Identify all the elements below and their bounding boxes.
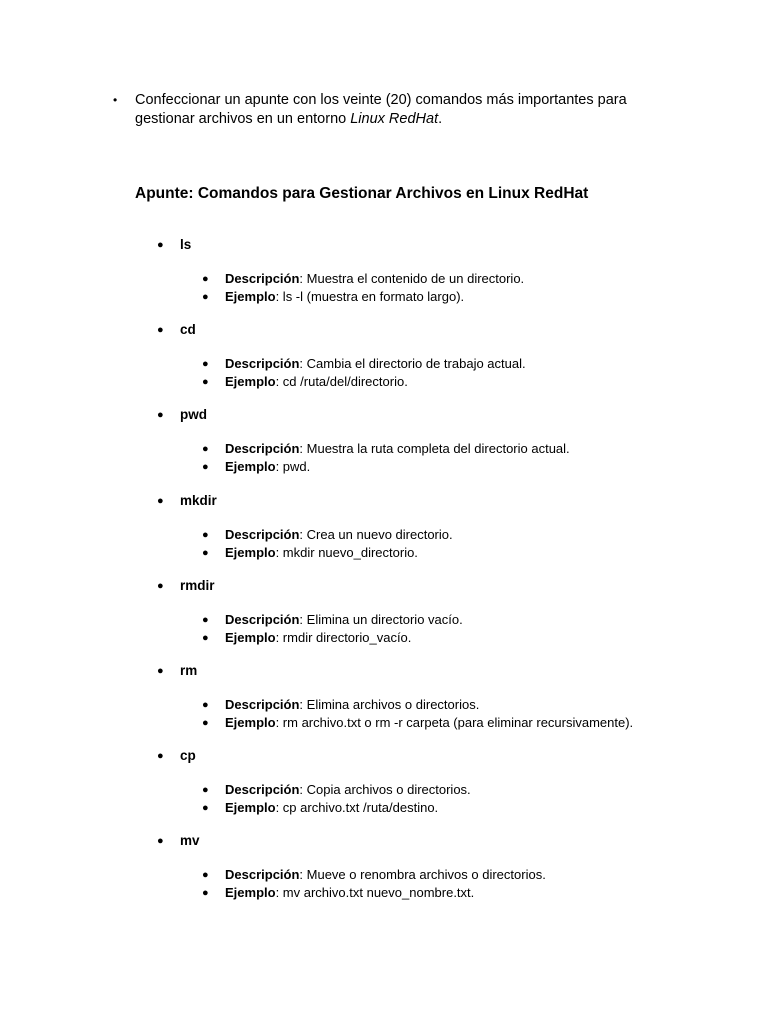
example-text: : mkdir nuevo_directorio. <box>275 544 418 560</box>
command-heading <box>157 576 717 596</box>
command-name: ls <box>180 237 192 252</box>
bullet-icon: ● <box>202 273 209 285</box>
command-heading <box>157 405 717 425</box>
example-label: Ejemplo <box>225 885 276 901</box>
description-line <box>157 781 717 799</box>
bullet-icon: ● <box>202 717 209 729</box>
example-text: : rmdir directorio_vacío. <box>275 629 412 645</box>
example-text: : ls -l (muestra en formato largo). <box>275 289 465 304</box>
command-heading <box>157 831 717 851</box>
example-line <box>157 458 717 476</box>
bullet-icon: ● <box>202 461 209 474</box>
description-text: : Elimina archivos o directorios. <box>299 697 480 712</box>
example-text: : rm archivo.txt o rm -r carpeta (para eliminar recursivamente). <box>275 715 634 730</box>
command-name: pwd <box>180 407 207 423</box>
bullet-icon: ● <box>157 750 164 763</box>
description-label: Descripción <box>225 782 300 798</box>
description-text: : Cambia el directorio de trabajo actual. <box>299 356 526 372</box>
command-heading <box>157 320 717 340</box>
description-line <box>157 440 717 458</box>
example-line <box>157 629 717 647</box>
description-line <box>157 866 717 884</box>
example-line <box>157 884 717 902</box>
command-name: cd <box>180 322 196 338</box>
example-text: : cp archivo.txt /ruta/destino. <box>275 800 439 816</box>
description-line <box>157 611 717 629</box>
example-label: Ejemplo <box>225 544 276 560</box>
description-text: : Crea un nuevo directorio. <box>299 526 453 542</box>
example-line <box>157 373 717 391</box>
command-item <box>157 491 717 562</box>
intro-text-italic: Linux RedHat <box>350 111 439 127</box>
example-label: Ejemplo <box>225 800 276 816</box>
example-label: Ejemplo <box>225 629 276 645</box>
description-text: : Copia archivos o directorios. <box>299 782 471 798</box>
example-line <box>157 799 717 817</box>
bullet-icon: ● <box>157 494 164 507</box>
bullet-icon: ● <box>202 376 209 389</box>
description-label: Descripción <box>225 441 300 457</box>
description-line <box>157 526 717 544</box>
description-label: Descripción <box>225 611 300 627</box>
description-label: Descripción <box>225 867 300 883</box>
example-label: Ejemplo <box>225 374 276 390</box>
description-line <box>157 270 717 288</box>
description-text: : Muestra el contenido de un directorio. <box>299 271 525 286</box>
description-text: : Muestra la ruta completa del directorio actual. <box>299 441 570 457</box>
example-label: Ejemplo <box>225 289 276 304</box>
command-name: mkdir <box>180 492 217 508</box>
command-item <box>157 320 717 391</box>
command-item <box>157 576 717 647</box>
bullet-icon: ● <box>202 631 209 644</box>
bullet-icon: ● <box>157 239 164 251</box>
bullet-icon: ● <box>202 613 209 626</box>
intro-text <box>135 91 673 129</box>
command-heading <box>157 661 717 681</box>
bullet-icon: ● <box>202 546 209 559</box>
example-text: : mv archivo.txt nuevo_nombre.txt. <box>275 885 475 901</box>
description-label: Descripción <box>225 697 300 712</box>
command-name: mv <box>180 833 200 849</box>
command-item <box>157 235 717 306</box>
bullet-icon: ● <box>157 835 164 848</box>
bullet-icon: ● <box>202 802 209 815</box>
command-name: rm <box>180 663 198 678</box>
description-line <box>157 355 717 373</box>
command-item <box>157 405 717 476</box>
description-label: Descripción <box>225 271 300 286</box>
command-heading <box>157 491 717 511</box>
bullet-icon: ● <box>157 665 164 677</box>
bullet-icon: ● <box>202 784 209 797</box>
command-name: cp <box>180 748 196 764</box>
description-text: : Elimina un directorio vacío. <box>299 611 463 627</box>
example-line <box>157 714 717 732</box>
description-text: : Mueve o renombra archivos o directorios. <box>299 867 546 883</box>
example-line <box>157 544 717 562</box>
example-text: : cd /ruta/del/directorio. <box>275 374 408 390</box>
command-item <box>157 661 717 732</box>
bullet-icon: ● <box>202 869 209 882</box>
bullet-icon: ● <box>202 443 209 456</box>
example-label: Ejemplo <box>225 715 276 730</box>
example-label: Ejemplo <box>225 459 276 475</box>
bullet-icon: ● <box>157 324 164 337</box>
command-heading <box>157 235 717 255</box>
command-heading <box>157 746 717 766</box>
description-label: Descripción <box>225 356 300 372</box>
command-item <box>157 831 717 902</box>
bullet-icon: ● <box>202 358 209 371</box>
bullet-icon: ● <box>202 528 209 541</box>
bullet-icon: ● <box>202 699 209 711</box>
intro-paragraph <box>113 91 673 129</box>
bullet-icon: ● <box>202 887 209 900</box>
intro-text-end: . <box>438 111 443 127</box>
bullet-icon: ● <box>202 291 209 303</box>
bullet-icon: • <box>113 93 118 107</box>
bullet-icon: ● <box>157 579 164 592</box>
description-label: Descripción <box>225 526 300 542</box>
command-item <box>157 746 717 817</box>
intro-text-main: Confeccionar un apunte con los veinte (20) comandos más importantes para gestionar archivos en un entorno <box>135 92 627 127</box>
description-line <box>157 696 717 714</box>
example-line <box>157 288 717 306</box>
document-title: Apunte: Comandos para Gestionar Archivos en Linux RedHat <box>135 185 589 202</box>
example-text: : pwd. <box>275 459 311 475</box>
command-name: rmdir <box>180 577 215 593</box>
bullet-icon: ● <box>157 409 164 422</box>
